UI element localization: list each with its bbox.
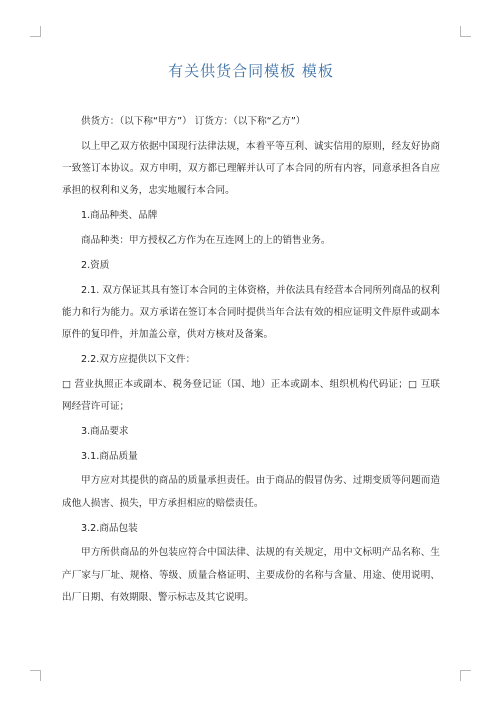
crop-mark-top-left	[30, 26, 41, 37]
crop-mark-bottom-right	[460, 670, 471, 681]
parties-line: 供货方：（以下称“甲方”） 订货方：（以下称“乙方”）	[81, 116, 306, 127]
crop-mark-top-right	[460, 26, 471, 37]
document-page	[62, 60, 440, 609]
section-heading-1: 1.商品种类、品牌	[81, 210, 158, 222]
packaging-paragraph: 甲方所供商品的外包装应符合中国法律、法规的有关规定，用中文标明产品名称、生产厂家与厂址、规格、等级、质量合格证明、主要成份的名称与含量、用途、使用说明、出厂日期、有效期限、警示标志及其它说明。	[62, 547, 440, 603]
documents-list: □ 营业执照正本或副本、税务登记证（国、地）正本或副本、组织机构代码证；□ 互联网经营许可证；	[62, 378, 440, 413]
quality-paragraph: 甲方应对其提供的商品的质量承担责任。由于商品的假冒伪劣、过期变质等问题而造成他人损害、损失，甲方承担相应的赔偿责任。	[62, 475, 440, 509]
section-heading-3-1: 3.1.商品质量	[81, 450, 138, 462]
section-heading-3: 3.商品要求	[81, 425, 129, 437]
section-heading-3-2: 3.2.商品包装	[81, 522, 138, 534]
section-heading-2: 2.资质	[81, 259, 110, 271]
section-heading-2-2: 2.2.双方应提供以下文件：	[81, 353, 196, 365]
crop-mark-bottom-left	[30, 670, 41, 681]
preamble-paragraph: 以上甲乙双方依据中国现行法律法规，本着平等互利、诚实信用的原则，经友好协商一致签订本协议。双方申明，双方都已理解并认可了本合同的所有内容，同意承担各自应承担的权利和义务，忠实地履行本合同。	[62, 140, 440, 197]
qualification-paragraph: 2.1. 双方保证其具有签订本合同的主体资格，并依法具有经营本合同所列商品的权利能力和行为能力。双方承诺在签订本合同时提供当年合法有效的相应证明文件原件或副本原件的复印件，并加盖公章，供对方核对及备案。	[62, 284, 440, 341]
goods-type-paragraph: 商品种类：甲方授权乙方作为在互连网上的上的销售业务。	[81, 234, 331, 246]
document-title: 有关供货合同模板 模板	[168, 62, 334, 80]
